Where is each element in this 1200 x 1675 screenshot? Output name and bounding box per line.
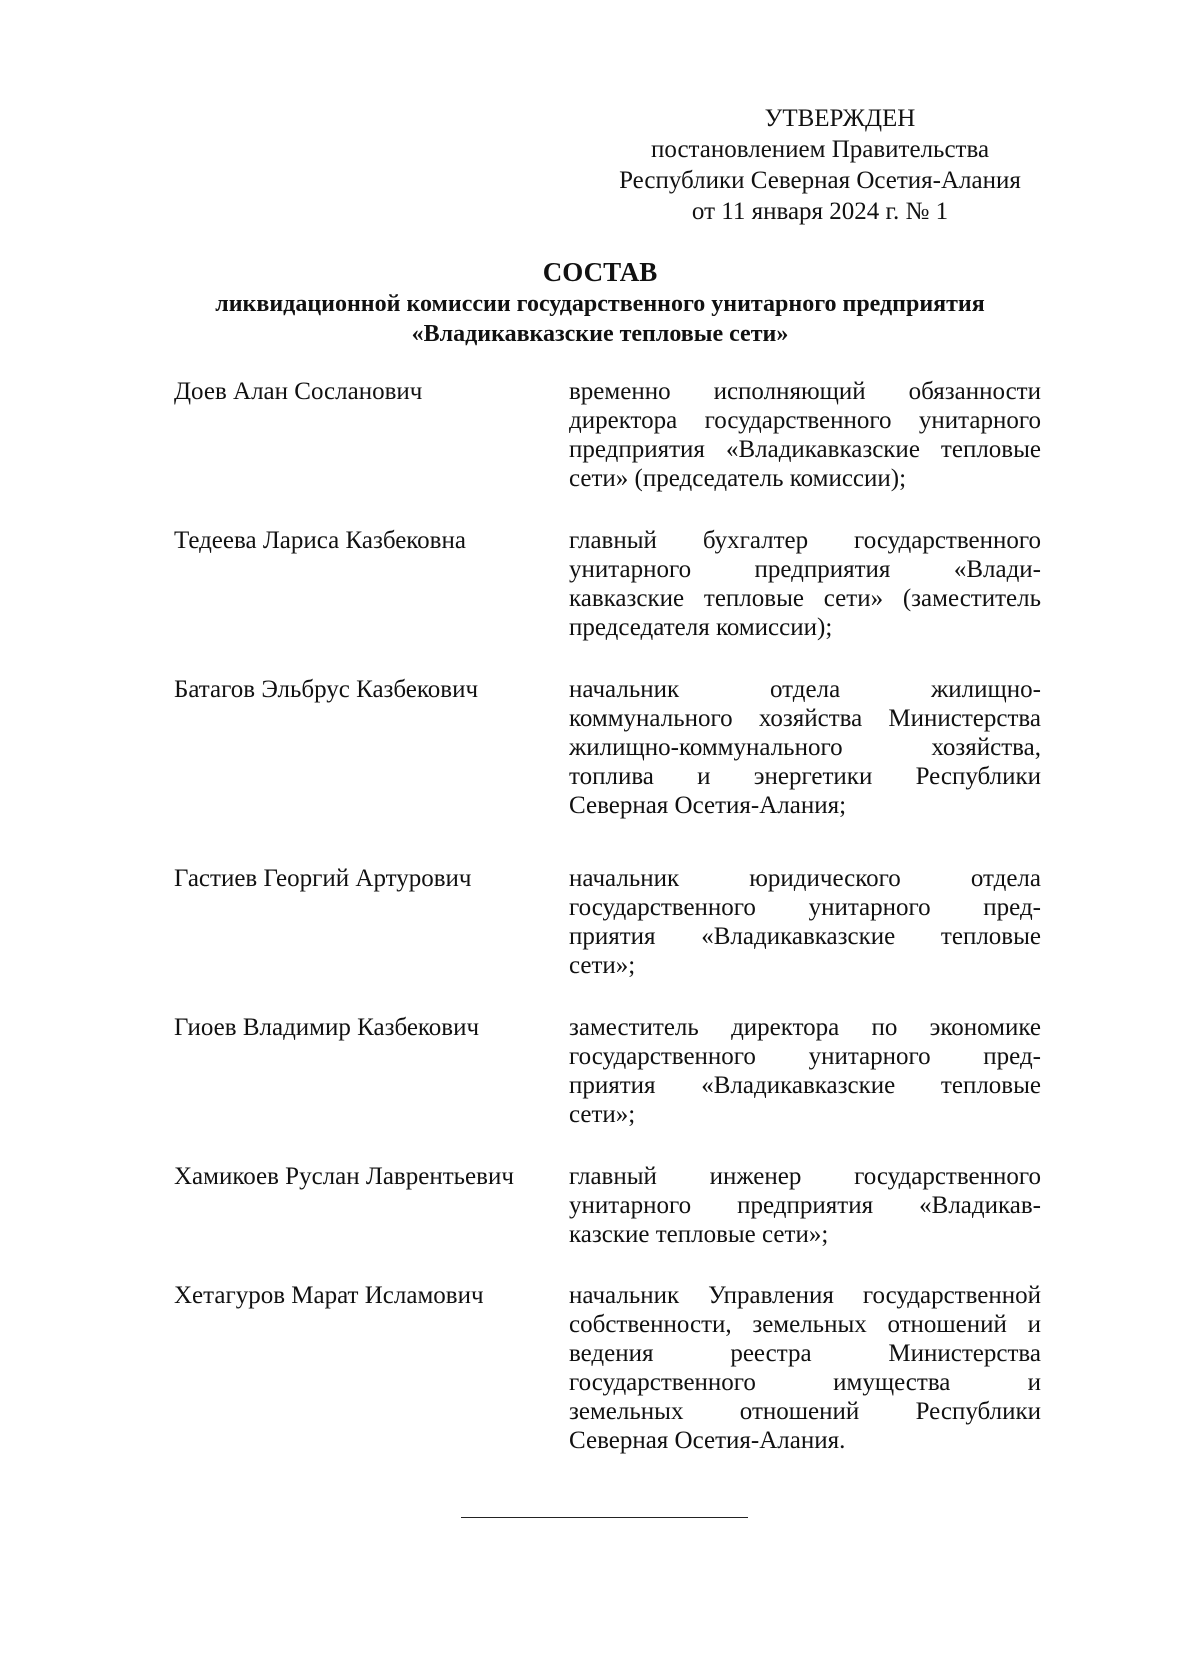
member-role-line: приятия «Владикавказские тепловые xyxy=(569,923,1041,950)
member-name: Доев Алан Сосланович xyxy=(174,378,423,405)
member-name: Батагов Эльбрус Казбекович xyxy=(174,676,479,703)
approval-line-2: Республики Северная Осетия-Алания xyxy=(619,167,1021,194)
member-role-line: начальник Управления государственной xyxy=(569,1282,1041,1309)
member-role-line: директора государственного унитарного xyxy=(569,407,1041,434)
member-name: Хетагуров Марат Исламович xyxy=(174,1282,484,1309)
member-role-line: государственного унитарного пред- xyxy=(569,1043,1041,1070)
approval-line-1: постановлением Правительства xyxy=(650,136,990,163)
member-role-line: государственного имущества и xyxy=(569,1369,1041,1396)
document-subheading-line-1: ликвидационной комиссии государственного унитарного предприятия xyxy=(215,291,985,317)
member-role-line: приятия «Владикавказские тепловые xyxy=(569,1072,1041,1099)
member-role-line: коммунального хозяйства Министерства xyxy=(569,705,1041,732)
member-role-line: начальник отдела жилищно- xyxy=(569,676,1041,703)
member-role-line: сети»; xyxy=(569,1101,636,1128)
member-role-line: унитарного предприятия «Владикав- xyxy=(569,1192,1041,1219)
document-heading: СОСТАВ xyxy=(542,257,658,287)
member-role-line: главный бухгалтер государственного xyxy=(569,527,1041,554)
member-role-line: главный инженер государственного xyxy=(569,1163,1041,1190)
closing-divider-line xyxy=(461,1517,748,1518)
member-role-line: Северная Осетия-Алания; xyxy=(569,792,847,819)
member-role xyxy=(569,864,1041,980)
member-role-line: временно исполняющий обязанности xyxy=(569,378,1041,405)
approval-stamp xyxy=(590,103,1050,227)
member-role-line: начальник юридического отдела xyxy=(569,865,1041,892)
member-role-line: унитарного предприятия «Влади- xyxy=(569,556,1041,583)
member-role-line: ведения реестра Министерства xyxy=(569,1340,1041,1367)
member-name: Гастиев Георгий Артурович xyxy=(174,865,472,892)
member-role-line: сети» (председатель комиссии); xyxy=(569,465,907,492)
member-role-line: земельных отношений Республики xyxy=(569,1398,1041,1425)
member-role xyxy=(569,675,1041,820)
member-role xyxy=(569,1281,1041,1455)
member-role-line: Северная Осетия-Алания. xyxy=(569,1427,846,1454)
member-role-line: государственного унитарного пред- xyxy=(569,894,1041,921)
member-role-line: казские тепловые сети»; xyxy=(569,1221,829,1248)
member-role xyxy=(569,377,1041,493)
document-title xyxy=(150,255,1050,349)
member-role-line: топлива и энергетики Республики xyxy=(569,763,1041,790)
member-role-line: предприятия «Владикавказские тепловые xyxy=(569,436,1041,463)
member-name: Хамикоев Руслан Лаврентьевич xyxy=(174,1163,514,1190)
member-role-line: собственности, земельных отношений и xyxy=(569,1311,1041,1338)
member-role-line: кавказские тепловые сети» (заместитель xyxy=(569,585,1041,612)
member-role-line: сети»; xyxy=(569,952,636,979)
member-role xyxy=(569,1013,1041,1129)
member-role-line: председателя комиссии); xyxy=(569,614,833,641)
member-name: Тедеева Лариса Казбековна xyxy=(174,527,466,554)
approval-line-3: от 11 января 2024 г. № 1 xyxy=(691,198,949,225)
member-role-line: жилищно-коммунального хозяйства, xyxy=(569,734,1041,761)
document-subheading-line-2: «Владикавказские тепловые сети» xyxy=(411,321,789,347)
member-role xyxy=(569,526,1041,642)
member-name: Гиоев Владимир Казбекович xyxy=(174,1014,480,1041)
member-role xyxy=(569,1162,1041,1249)
approval-title: УТВЕРЖДЕН xyxy=(764,105,916,132)
member-role-line: заместитель директора по экономике xyxy=(569,1014,1041,1041)
